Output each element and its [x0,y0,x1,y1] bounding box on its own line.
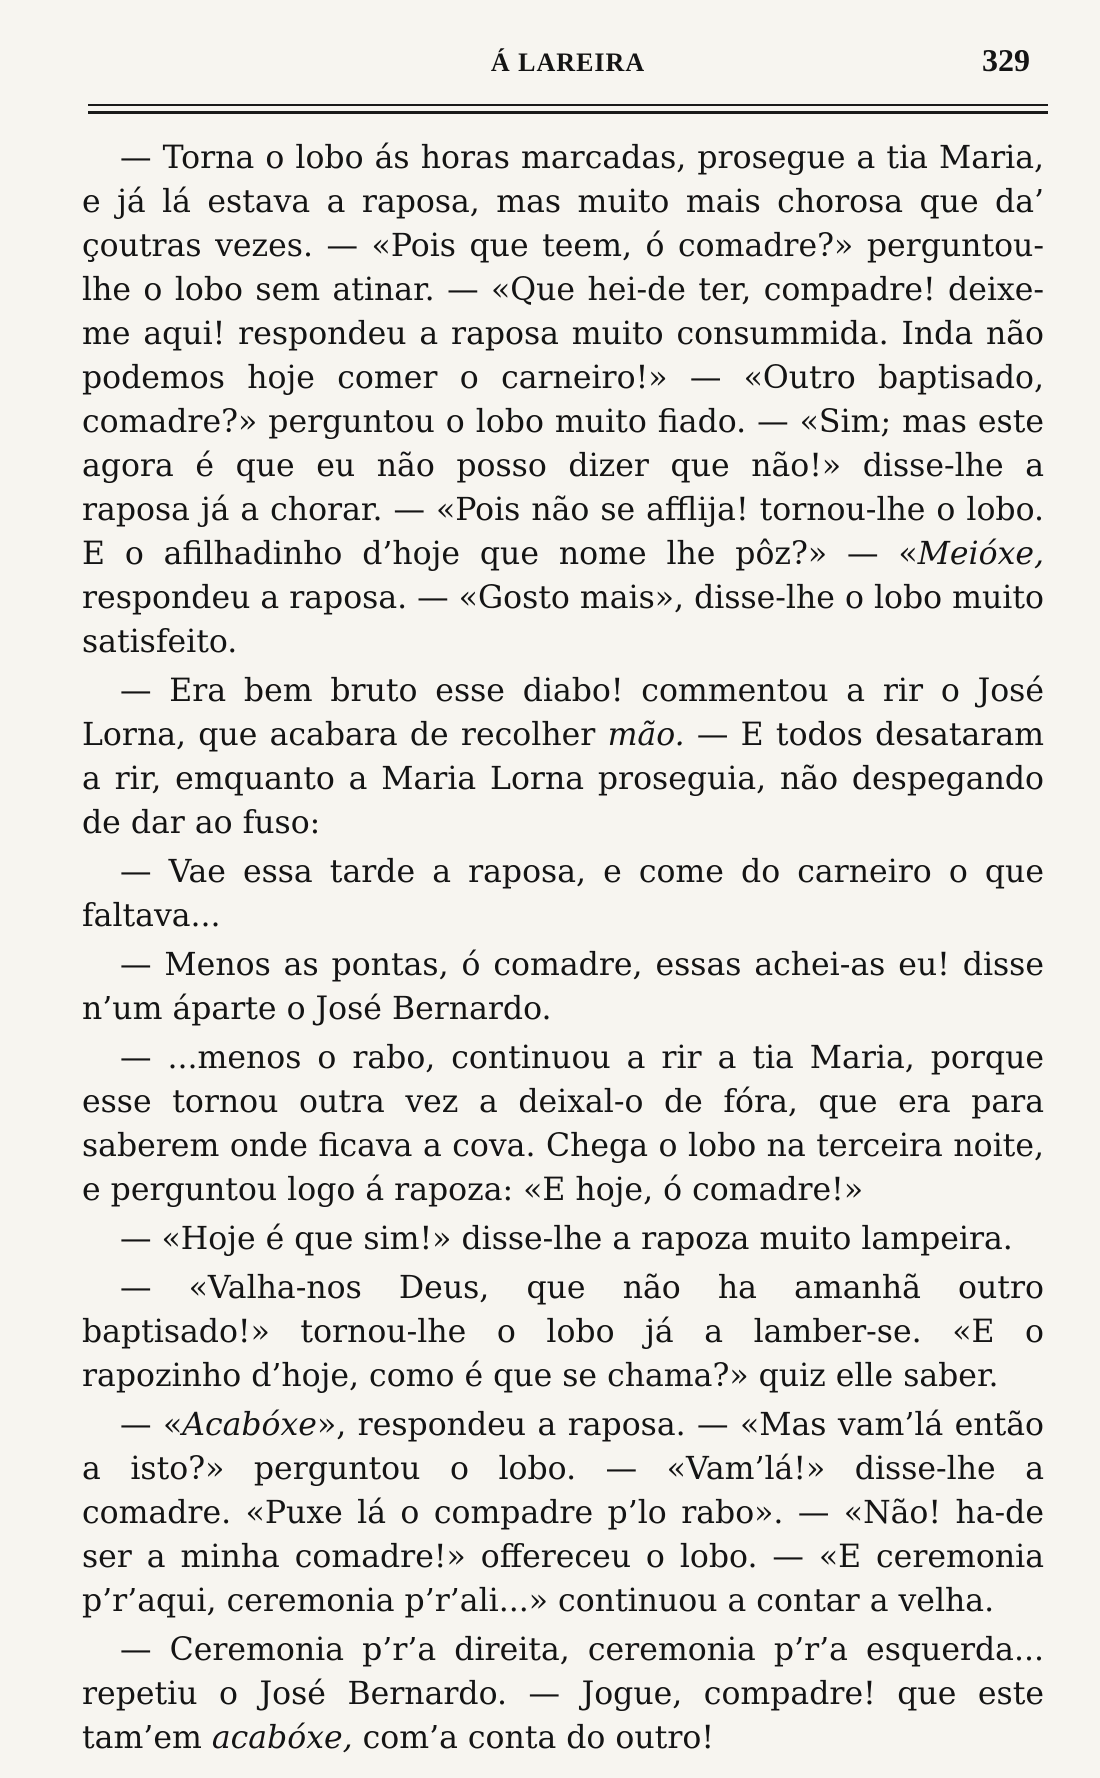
paragraph [82,1628,1044,1760]
paragraph [82,943,1044,1031]
italic-text: mão. [607,717,685,753]
italic-text: acabóxe, [211,1720,353,1756]
page-number: 329 [982,42,1030,78]
italic-text: Meióxe, [917,536,1044,572]
paragraph [82,850,1044,938]
text-run: — Vae essa tarde a raposa, e come do carneiro o que faltava... [82,854,1044,934]
paragraph [82,1403,1044,1623]
text-run: — «Valha-nos Deus, que não ha amanhã outro baptisado!» tornou-lhe o lobo já a lamber-se. «E o rapozinho d’hoje, como é que se chama?» quiz elle saber. [82,1270,1044,1394]
paragraph [82,1266,1044,1398]
text-run: — Menos as pontas, ó comadre, essas achei-as eu! disse n’um áparte o José Bernardo. [82,947,1044,1027]
text-run: com’a conta do outro! [352,1720,714,1756]
header-rule-thin [88,104,1048,106]
paragraph [82,669,1044,845]
running-title: Á LAREIRA [490,48,646,77]
text-run: — Ceremonia p’r’a direita, ceremonia p’r’a esquerda... repetiu o José Bernardo. — Jogue, compadre! que este tam’em [82,1632,1044,1756]
text-run: », respondeu a raposa. — «Mas vam’lá então a isto?» perguntou o lobo. — «Vam’lá!» disse-lhe a comadre. «Puxe lá o compadre p’lo rabo». — «Não! ha-de ser a minha comadre!» offereceu o lobo. — «E ceremonia p’r’aqui, ceremonia p’r’ali...» continuou a contar a velha. [82,1407,1044,1619]
paragraph [82,136,1044,664]
running-head [88,42,1048,82]
text-run: — E todos desataram a rir, emquanto a Maria Lorna proseguia, não despegando de dar ao fuso: [82,717,1044,841]
header-rule-thick [88,111,1048,114]
paragraph [82,1217,1044,1261]
text-run: — Era bem bruto esse diabo! commentou a rir o José Lorna, que acabara de recolher [82,673,1044,753]
body-text [82,136,1044,1765]
text-run: respondeu a raposa. — «Gosto mais», disse-lhe o lobo muito satisfeito. [82,580,1044,660]
text-run: — «Hoje é que sim!» disse-lhe a rapoza muito lampeira. [120,1221,1013,1257]
text-run: — ...menos o rabo, continuou a rir a tia Maria, porque esse tornou outra vez a deixal-o de fóra, que era para saberem onde ficava a cova. Chega o lobo na terceira noite, e perguntou logo á rapoza: «E hoje, ó comadre!» [82,1040,1044,1208]
italic-text: Acabóxe [182,1407,317,1443]
text-run: — « [120,1407,183,1443]
text-run: — Torna o lobo ás horas marcadas, prosegue a tia Maria, e já lá estava a raposa, mas muito mais chorosa que da’ çoutras vezes. — «Pois que teem, ó comadre?» perguntou-lhe o lobo sem atinar. — «Que hei-de ter, compadre! deixe-me aqui! respondeu a raposa muito consummida. Inda não podemos hoje comer o carneiro!» — «Outro baptisado, comadre?» perguntou o lobo muito fiado. — «Sim; mas este agora é que eu não posso dizer que não!» disse-lhe a raposa já a chorar. — «Pois não se afflija! tornou-lhe o lobo. E o afilhadinho d’hoje que nome lhe pôz?» — « [82,140,1044,572]
paragraph [82,1036,1044,1212]
